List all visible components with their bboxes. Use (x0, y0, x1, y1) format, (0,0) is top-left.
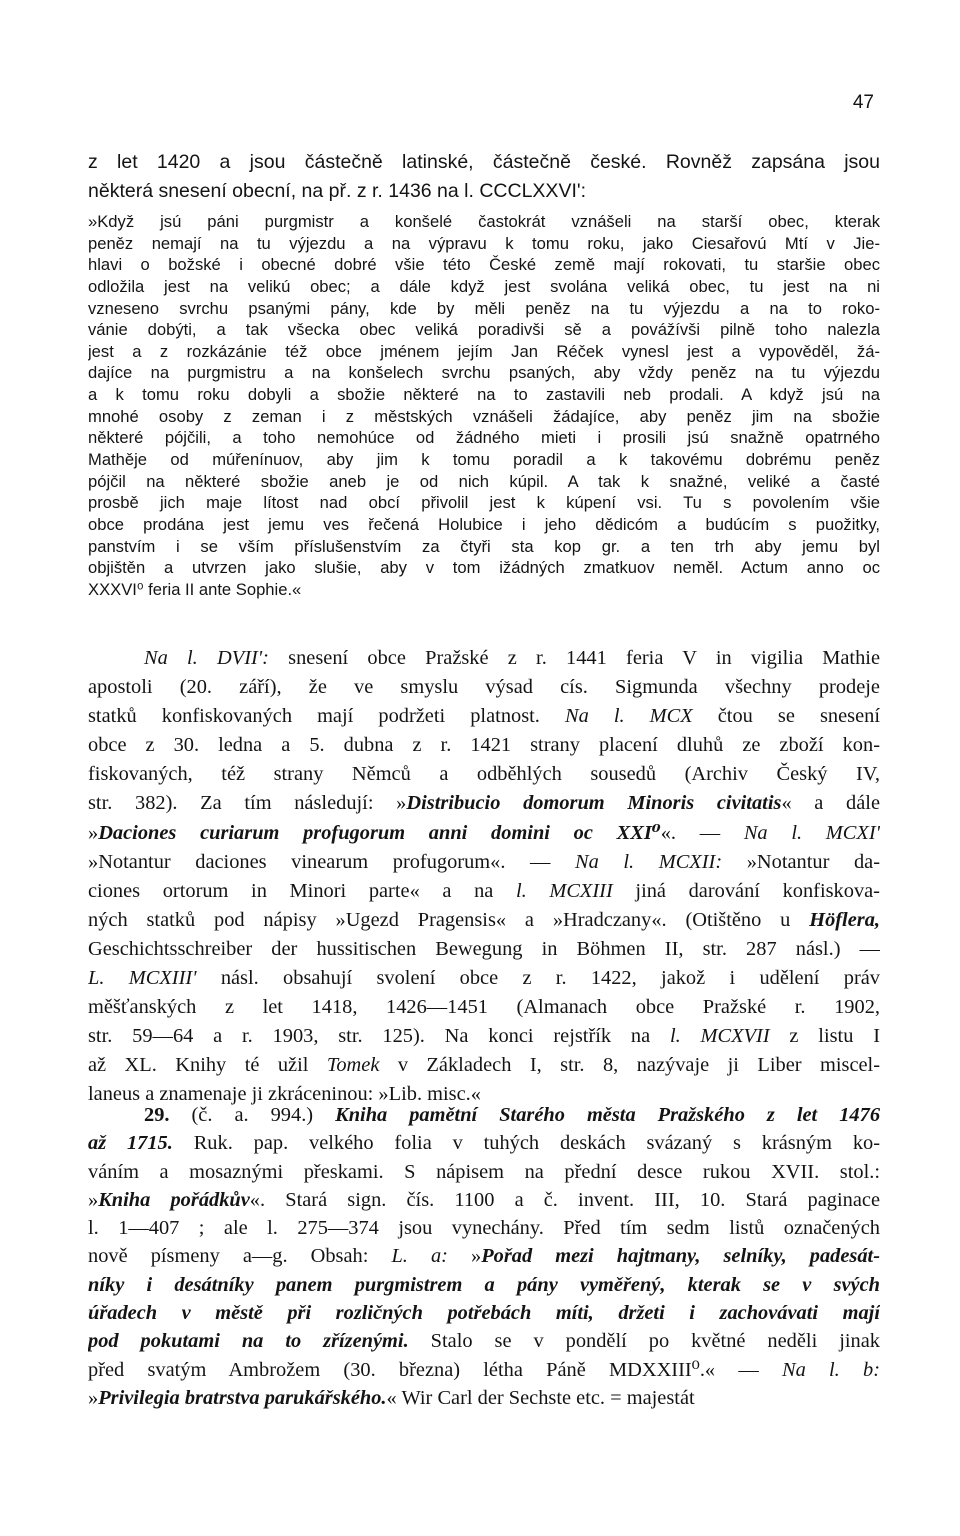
emphasized-text: Kniha pořádkův (98, 1188, 250, 1211)
text-line (88, 848, 880, 877)
text-line (88, 1158, 880, 1186)
emphasized-text: pod pokutami na to zřízenými. (88, 1330, 409, 1353)
emphasized-text: níky i desátníky panem purgmistrem a pány vyměřený, kterak se v svých (88, 1273, 880, 1296)
text-line (88, 760, 880, 789)
text-run: »Notantur daciones vinearum profugorum«. — (88, 850, 575, 873)
text-line: peněz nemají na tu výjezdu a na výpravu k tomu roku, jako Ciesařovú Mtí v Jie- (88, 233, 880, 253)
emphasized-text: Pořad mezi hajtmany, selníky, padesát- (481, 1245, 880, 1268)
text-line (88, 993, 880, 1022)
text-line: objištěn a utvrzen jako slušie, aby v tom ižádných zmatkuov neměl. Actum anno oc (88, 558, 880, 578)
emphasized-text: Na l. b: (781, 1358, 880, 1381)
text-run: čtou se snesení (692, 705, 880, 728)
text-line (88, 964, 880, 993)
emphasized-text: Höflera, (809, 908, 880, 931)
text-run: obce z 30. ledna a 5. dubna z r. 1421 strany placení dluhů ze zboží kon- (88, 734, 880, 757)
text-line: panstvím i se vším příslušenstvím za čtyři sta kop gr. a ten trh aby jemu byl (88, 536, 880, 556)
emphasized-text: Kniha pamětní Starého města Pražského z let 1476 (335, 1104, 880, 1126)
text-run: «. — (660, 821, 744, 844)
text-line (88, 1271, 880, 1299)
text-run: » (88, 1188, 99, 1211)
text-line (88, 935, 880, 964)
text-run: « Wir Carl der Sechste etc. = majestát (386, 1386, 695, 1409)
text-line: dajíce na purgmistru a na konšelech svrchu psaných, aby vždy peněz na tu výjezdu (88, 363, 880, 383)
text-line (88, 1051, 880, 1080)
text-line (88, 673, 880, 702)
emphasized-text: Na l. MCX (564, 705, 693, 728)
text-run: apostoli (20. září), že ve smyslu výsad cís. Sigmunda všechny prodeje (88, 676, 880, 699)
text-line: XXXVI⁰ feria II ante Sophie.« (88, 579, 302, 599)
emphasized-text: Daciones curiarum profugorum anni domini oc XXI⁰ (98, 821, 661, 844)
emphasized-text: Tomek (326, 1054, 380, 1077)
text-run: jiná darování konfiskova- (612, 879, 880, 902)
emphasized-text: l. MCXVII (669, 1025, 770, 1048)
emphasized-text: L. a: (391, 1245, 448, 1268)
text-line (88, 1242, 880, 1270)
text-line (88, 644, 880, 673)
text-line (88, 789, 880, 818)
text-line (88, 1356, 880, 1384)
text-run: Stalo se v pondělí po květné neděli jinak (408, 1330, 880, 1353)
notes-paragraph (88, 644, 880, 1110)
emphasized-text: 29. (144, 1104, 170, 1126)
text-run: l. 1—407 ; ale l. 275—374 jsou vynechány. Před tím sedm listů označených (88, 1217, 880, 1240)
emphasized-text: úřadech v městě při rozličných potřebách míti, držeti i zachovávati mají (88, 1302, 880, 1325)
text-line (88, 1022, 880, 1051)
text-run: » (447, 1245, 482, 1268)
text-line: Mathěje od múřenínuov, aby jim k tomu poradil a k takovému dobrému peněz (88, 450, 880, 470)
text-run: « a dále (781, 792, 880, 815)
text-run: až XL. Knihy té užil (88, 1054, 327, 1077)
emphasized-text: Na l. MCXII: (575, 850, 723, 873)
text-line (88, 1129, 880, 1157)
catalog-entry-29 (88, 1101, 880, 1412)
text-line: odložila jest na velikú obec; a dále když jest svolána veliká obec, tu jest na ni (88, 276, 880, 296)
text-run: str. 382). Za tím následují: » (88, 792, 407, 815)
text-run: (č. a. 994.) (169, 1104, 336, 1126)
intro-paragraph (88, 148, 880, 206)
emphasized-text: l. MCXIII (515, 879, 613, 902)
text-run: «. Stará sign. čís. 1100 a č. invent. III, 10. Stará paginace (249, 1188, 880, 1211)
text-line: některá snesení obecní, na př. z r. 1436 na l. CCCLXXVI': (88, 180, 587, 202)
text-run: laneus a znamenaje ji zkráceninou: »Lib. misc.« (88, 1083, 481, 1106)
text-line: z let 1420 a jsou částečně latinské, částečně české. Rovněž zapsána jsou (88, 151, 880, 173)
text-line: některé pójčili, a toho nemohúce od žádného mieti i prosili jsú snažně opatrného (88, 428, 880, 448)
text-line: »Když jsú páni purgmistr a konšelé častokrát vznášeli na starší obec, kterak (88, 212, 880, 231)
text-line (88, 1299, 880, 1327)
text-run: ciones ortorum in Minori parte« a na (88, 879, 516, 902)
text-line (88, 1384, 880, 1412)
text-line (88, 1186, 880, 1214)
text-line: hlavi o božské i obecné dobré všie této České země mají rokovati, tu staršie obec (88, 255, 880, 275)
quoted-record (88, 211, 880, 601)
text-run: nově písmeny a—g. Obsah: (88, 1245, 392, 1268)
text-run: » (88, 1386, 99, 1409)
text-line (88, 877, 880, 906)
text-run: snesení obce Pražské z r. 1441 feria V in vigilia Mathie (268, 647, 880, 669)
text-run: str. 59—64 a r. 1903, str. 125). Na konci rejstřík na (88, 1025, 670, 1048)
text-run: »Notantur da- (722, 850, 880, 873)
text-run: fiskovaných, též strany Němců a odběhlých sousedů (Archiv Český IV, (88, 763, 880, 786)
text-run: ných statků pod nápisy »Ugezd Pragensis« a »Hradczany«. (Otištěno u (88, 908, 810, 931)
text-line: vánie dobýti, a tak všecka obec veliká poradivši sě a povážívši pilně toho nalezla (88, 320, 880, 340)
emphasized-text: Privilegia bratrstva parukářského. (98, 1386, 387, 1409)
text-run: násl. obsahují svolení obce z r. 1422, jakož i udělení práv (196, 967, 880, 990)
text-line (88, 906, 880, 935)
text-run: statků konfiskovaných mají podržeti platnost. (88, 705, 565, 728)
emphasized-text: Distribucio domorum Minoris civitatis (406, 792, 782, 815)
text-line: vzneseno svrchu psanými pány, kde by měli peněz na tu výjezdu a na to roko- (88, 298, 880, 318)
emphasized-text: Na l. DVII': (144, 647, 269, 669)
text-line: a k tomu roku dobyli a sbožie některé na to zastavili neb prodali. A když jsú na (88, 385, 880, 405)
text-line (88, 1327, 880, 1355)
text-run: » (88, 821, 99, 844)
emphasized-text: Na l. MCXI' (743, 821, 880, 844)
text-line: prosbě jich maje lítost nad obcí přivolil jest k kúpení vsi. Tu s povolením všie (88, 493, 880, 513)
text-line: pójčil na některé sbožie aneb je od nich kúpil. A tak k snažné, veliké a časté (88, 471, 880, 491)
text-run: v Základech I, str. 8, nazývaje ji Liber miscel- (379, 1054, 880, 1077)
text-line (88, 702, 880, 731)
text-run: váním a mosaznými přeskami. S nápisem na přední desce rukou XVII. stol.: (88, 1160, 880, 1183)
emphasized-text: L. MCXIII' (88, 967, 197, 990)
text-line (88, 1214, 880, 1242)
text-line (88, 819, 880, 848)
text-line: jest a z rozkázánie též obce jménem jejím Jan Réček vynesl jest a vypověděl, žá- (88, 341, 880, 361)
text-run: před svatým Ambrožem (30. března) létha Páně MDXXIII⁰.« — (88, 1358, 782, 1381)
emphasized-text: až 1715. (88, 1132, 173, 1155)
text-line: mnohé osoby z zeman i z městských vznášeli žádajíce, aby peněz jim na sbožie (88, 406, 880, 426)
page-number: 47 (852, 92, 874, 113)
text-run: Ruk. pap. velkého folia v tuhých deskách svázaný s krásným ko- (172, 1132, 880, 1155)
text-run: z listu I (769, 1025, 880, 1048)
text-run: měšťanských z let 1418, 1426—1451 (Almanach obce Pražské r. 1902, (88, 996, 880, 1019)
text-line: obce prodána jest jemu ves řečená Holubice i jeho dědicóm a budúcím s puožitky, (88, 514, 880, 534)
text-line (88, 1101, 880, 1129)
text-run: Geschichtsschreiber der hussitischen Bewegung in Böhmen II, str. 287 násl.) — (88, 937, 880, 960)
text-line (88, 731, 880, 760)
